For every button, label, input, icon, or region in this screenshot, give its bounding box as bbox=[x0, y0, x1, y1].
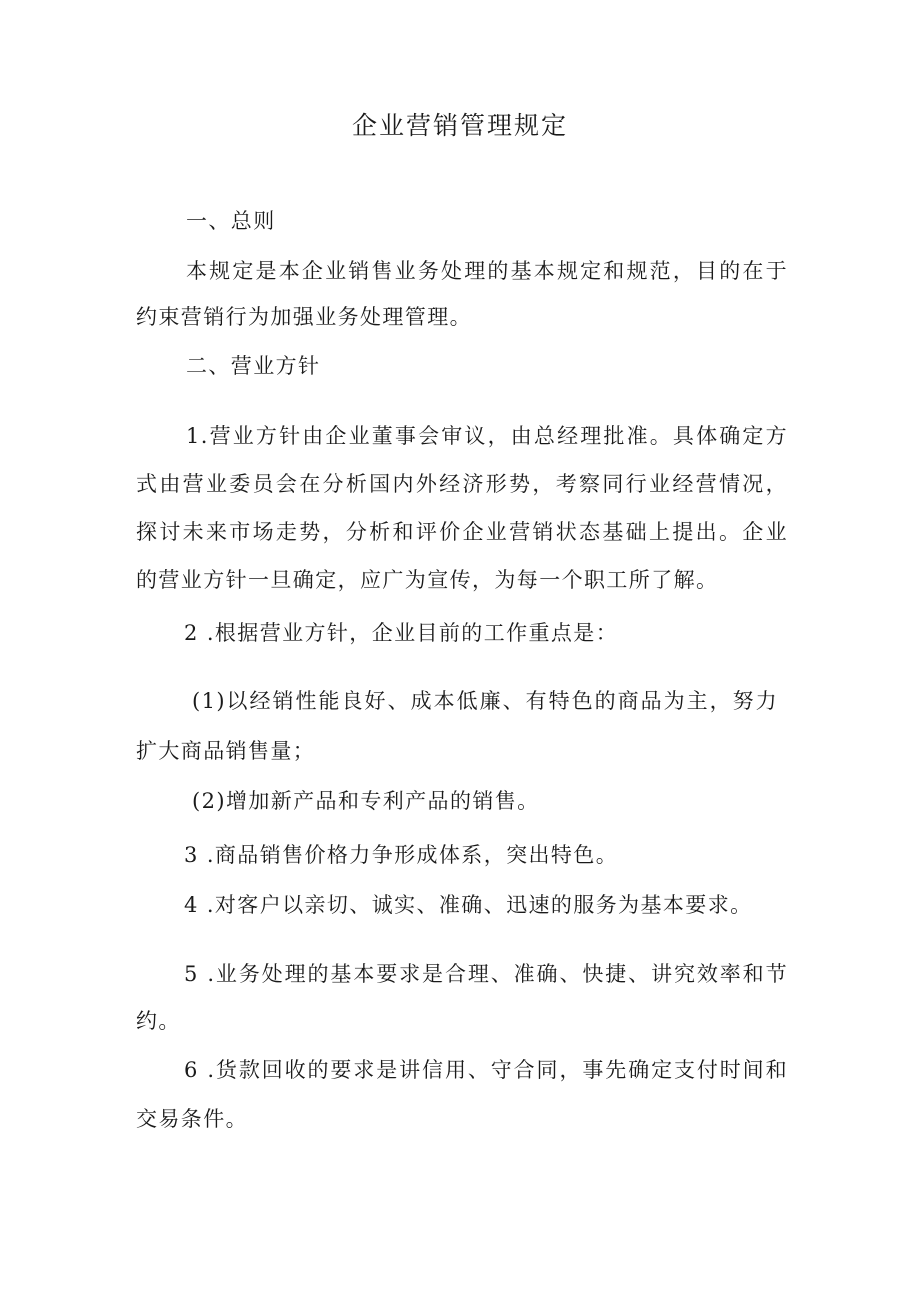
list-item-line: (1)以经销性能良好、成本低廉、有特色的商品为主，努力 bbox=[192, 689, 778, 713]
paragraph-line: 3 .商品销售价格力争形成体系，突出特色。 bbox=[184, 843, 619, 867]
paragraph-line: 式由营业委员会在分析国内外经济形势，考察同行业经营情况， bbox=[136, 472, 788, 496]
document-title: 企业营销管理规定 bbox=[351, 111, 568, 140]
paragraph-line: 交易条件。 bbox=[136, 1107, 248, 1131]
paragraph-line: 2 .根据营业方针，企业目前的工作重点是： bbox=[184, 621, 619, 645]
paragraph-line: 6 .货款回收的要求是讲信用、守合同，事先确定支付时间和 bbox=[184, 1058, 788, 1082]
list-item-line: 扩大商品销售量； bbox=[136, 739, 316, 763]
paragraph-line: 探讨未来市场走势，分析和评价企业营销状态基础上提出。企业 bbox=[136, 520, 788, 544]
paragraph-line: 1.营业方针由企业董事会审议，由总经理批准。具体确定方 bbox=[186, 424, 788, 448]
paragraph-line: 4 .对客户以亲切、诚实、准确、迅速的服务为基本要求。 bbox=[184, 893, 753, 917]
section-heading-policy: 二、营业方针 bbox=[186, 354, 321, 378]
paragraph-line: 本规定是本企业销售业务处理的基本规定和规范，目的在于 bbox=[186, 259, 788, 283]
list-item-line: (2)增加新产品和专利产品的销售。 bbox=[192, 789, 540, 813]
paragraph-line: 的营业方针一旦确定，应广为宣传，为每一个职工所了解。 bbox=[136, 568, 719, 592]
paragraph-line: 约束营销行为加强业务处理管理。 bbox=[136, 305, 472, 329]
paragraph-line: 约。 bbox=[136, 1009, 181, 1033]
paragraph-line: 5 .业务处理的基本要求是合理、准确、快捷、讲究效率和节 bbox=[184, 962, 788, 986]
section-heading-general: 一、总则 bbox=[186, 209, 276, 233]
